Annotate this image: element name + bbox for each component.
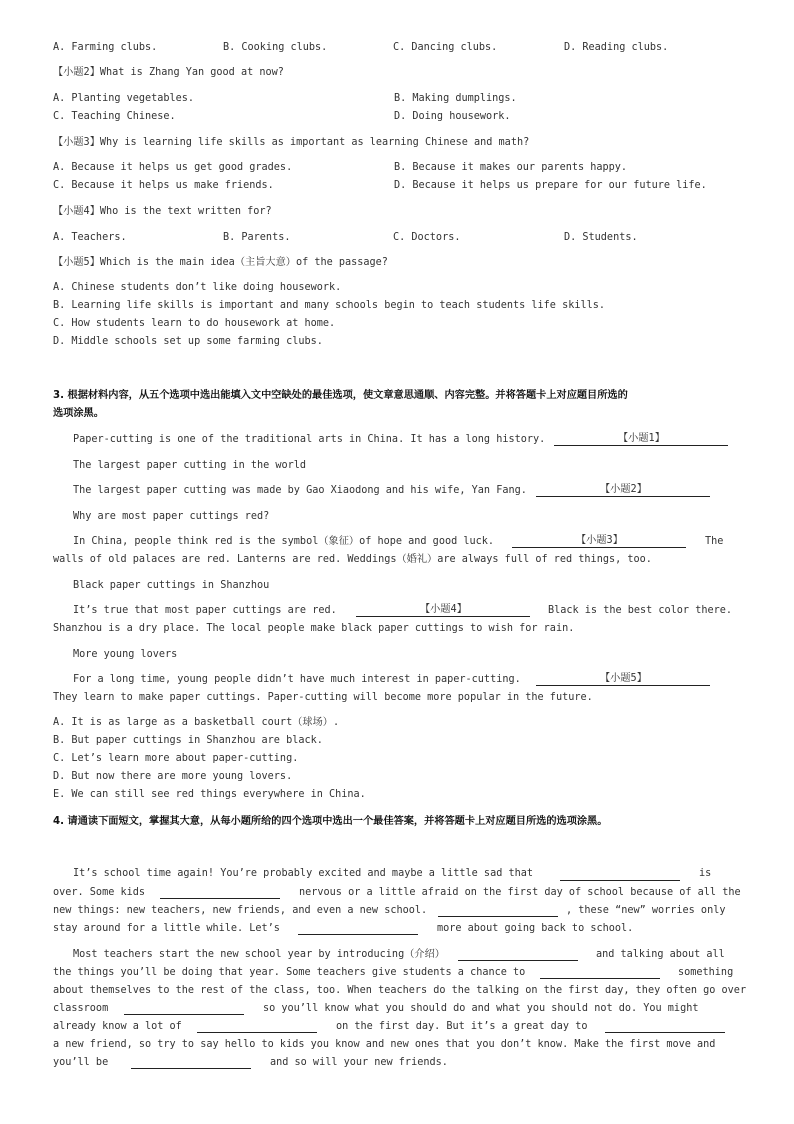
passage-line: new things: new teachers, new friends, and even a new school. <box>53 905 428 916</box>
option-b[interactable]: B. Learning life skills is important and many schools begin to teach students life skills. <box>53 300 606 311</box>
question-2-2: 【小题2】What is Zhang Yan good at now? <box>53 67 284 78</box>
passage-line: For a long time, young people didn’t have much interest in paper-cutting. <box>73 674 521 685</box>
passage-line: It’s true that most paper cuttings are red. <box>73 605 337 616</box>
passage-line: , these “new” worries only <box>566 905 726 916</box>
option-a[interactable]: A. Teachers. <box>53 232 127 243</box>
blank-label-3: 【小题3】 <box>576 535 623 546</box>
option-b[interactable]: B. Making dumplings. <box>394 93 517 104</box>
subheading: Why are most paper cuttings red? <box>73 511 270 522</box>
option-a[interactable]: A. Because it helps us get good grades. <box>53 162 293 173</box>
cloze-blank[interactable] <box>438 915 558 917</box>
passage-line: The <box>705 536 724 547</box>
subheading: More young lovers <box>73 649 178 660</box>
blank-label-5: 【小题5】 <box>600 673 647 684</box>
question-4-heading: 4. 请通读下面短文，掌握其大意，从每小题所给的四个选项中选出一个最佳答案，并将答题卡上对应题目所选的选项涂黑。 <box>53 816 608 827</box>
blank-label-4: 【小题4】 <box>420 604 467 615</box>
passage-line: so you’ll know what you should do and what you should not do. You might <box>263 1003 699 1014</box>
option-b[interactable]: B. But paper cuttings in Shanzhou are black. <box>53 735 323 746</box>
option-c[interactable]: C. Let’s learn more about paper-cutting. <box>53 753 299 764</box>
subheading: Black paper cuttings in Shanzhou <box>73 580 270 591</box>
passage-line: on the first day. But it’s a great day to <box>336 1021 588 1032</box>
passage-line: over. Some kids <box>53 887 146 898</box>
question-3-heading <box>53 387 743 423</box>
passage-line: In China, people think red is the symbol（象征）of hope and good luck. <box>73 536 495 547</box>
passage-line: you’ll be <box>53 1057 109 1068</box>
cloze-blank[interactable] <box>124 1013 244 1015</box>
passage-line: a new friend, so try to say hello to kids you know and new ones that you don’t know. Make the first move and <box>53 1039 716 1050</box>
cloze-blank[interactable] <box>605 1031 725 1033</box>
passage-line: something <box>678 967 734 978</box>
subheading: The largest paper cutting in the world <box>73 460 307 471</box>
passage-line: the things you’ll be doing that year. Some teachers give students a chance to <box>53 967 526 978</box>
passage-line: Paper-cutting is one of the traditional arts in China. It has a long history. <box>73 434 546 445</box>
cloze-blank[interactable] <box>131 1067 251 1069</box>
passage-line: Most teachers start the new school year by introducing（介绍） <box>73 949 445 960</box>
passage-line: Black is the best color there. <box>548 605 733 616</box>
blank-label-1: 【小题1】 <box>618 433 665 444</box>
passage-line: They learn to make paper cuttings. Paper-cutting will become more popular in the future. <box>53 692 593 703</box>
blank-label-2: 【小题2】 <box>600 484 647 495</box>
cloze-blank[interactable] <box>160 897 280 899</box>
option-d[interactable]: D. But now there are more young lovers. <box>53 771 293 782</box>
heading-line: 选项涂黑。 <box>53 408 104 419</box>
option-c[interactable]: C. Teaching Chinese. <box>53 111 176 122</box>
option-a[interactable]: A. Farming clubs. <box>53 42 158 53</box>
passage-line: walls of old palaces are red. Lanterns are red. Weddings（婚礼）are always full of red things, too. <box>53 554 652 565</box>
passage-line: classroom <box>53 1003 109 1014</box>
passage-line: about themselves to the rest of the class, too. When teachers do the talking on the first day, they often go over <box>53 985 747 996</box>
option-b[interactable]: B. Parents. <box>223 232 291 243</box>
option-a[interactable]: A. It is as large as a basketball court（球场）. <box>53 717 340 728</box>
passage-line: stay around for a little while. Let’s <box>53 923 280 934</box>
option-c[interactable]: C. How students learn to do housework at home. <box>53 318 336 329</box>
option-d[interactable]: D. Middle schools set up some farming clubs. <box>53 336 323 347</box>
option-d[interactable]: D. Reading clubs. <box>564 42 669 53</box>
question-2-3: 【小题3】Why is learning life skills as important as learning Chinese and math? <box>53 137 530 148</box>
option-c[interactable]: C. Doctors. <box>393 232 461 243</box>
question-2-4: 【小题4】Who is the text written for? <box>53 206 272 217</box>
passage-line: more about going back to school. <box>437 923 634 934</box>
passage-line: is <box>699 868 712 879</box>
option-d[interactable]: D. Because it helps us prepare for our future life. <box>394 180 707 191</box>
passage-line: Shanzhou is a dry place. The local people make black paper cuttings to wish for rain. <box>53 623 575 634</box>
cloze-blank[interactable] <box>197 1031 317 1033</box>
cloze-blank[interactable] <box>560 879 680 881</box>
option-d[interactable]: D. Doing housework. <box>394 111 511 122</box>
cloze-blank[interactable] <box>298 933 418 935</box>
passage-line: It’s school time again! You’re probably excited and maybe a little sad that <box>73 868 534 879</box>
cloze-blank[interactable] <box>540 977 660 979</box>
option-e[interactable]: E. We can still see red things everywhere in China. <box>53 789 366 800</box>
question-2-5: 【小题5】Which is the main idea（主旨大意）of the passage? <box>53 257 388 268</box>
option-b[interactable]: B. Because it makes our parents happy. <box>394 162 628 173</box>
option-a[interactable]: A. Chinese students don’t like doing housework. <box>53 282 342 293</box>
heading-line: 3. 根据材料内容，从五个选项中选出能填入文中空缺处的最佳选项，使文章意思通顺、内容完整。并将答题卡上对应题目所选的 <box>53 390 628 401</box>
option-b[interactable]: B. Cooking clubs. <box>223 42 328 53</box>
option-d[interactable]: D. Students. <box>564 232 638 243</box>
passage-line: and talking about all <box>596 949 725 960</box>
option-c[interactable]: C. Because it helps us make friends. <box>53 180 274 191</box>
passage-line: already know a lot of <box>53 1021 182 1032</box>
cloze-blank[interactable] <box>458 959 578 961</box>
passage-line: nervous or a little afraid on the first day of school because of all the <box>299 887 741 898</box>
option-a[interactable]: A. Planting vegetables. <box>53 93 195 104</box>
option-c[interactable]: C. Dancing clubs. <box>393 42 498 53</box>
passage-line: and so will your new friends. <box>270 1057 448 1068</box>
passage-line: The largest paper cutting was made by Gao Xiaodong and his wife, Yan Fang. <box>73 485 527 496</box>
